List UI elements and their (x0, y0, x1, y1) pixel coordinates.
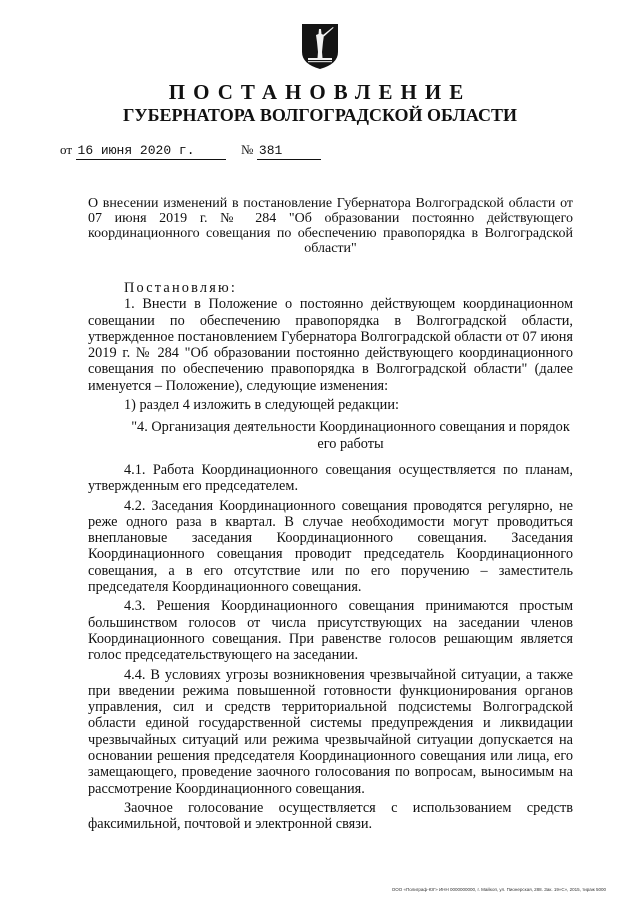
date-prefix: от (60, 142, 73, 157)
section-heading: "4. Организация деятельности Координационного совещания и порядок его работы (131, 419, 570, 452)
paragraph-1: 1. Внести в Положение о постоянно действующем координационном совещании по обеспечению правопорядка в Волгоградской области, утвержденное постановлением Губернатора Волгоградской области от 07 июня 2019 г. № 284 "Об образовании постоянно действующего координационного совещания по обеспечению правопорядка в Волгоградской области" (далее именуется – Положение), следующие изменения: (88, 296, 573, 394)
paragraph-4-2: 4.2. Заседания Координационного совещания проводятся регулярно, не реже одного раза в квартал. В случае необходимости могут проводиться внеплановые заседания Координационного совещания. Заседания Координационного совещания проводит председатель Координационного совещания, а в его отсутствие или по его поручению – заместитель председателя Координационного совещания. (88, 497, 573, 596)
paragraph-4-3: 4.3. Решения Координационного совещания принимаются простым большинством голосов от числа присутствующих на заседании членов Координационного совещания. При равенстве голосов решающим является голос председательствующего на заседании. (88, 598, 573, 664)
document-issuer: ГУБЕРНАТОРА ВОЛГОГРАДСКОЙ ОБЛАСТИ (122, 105, 518, 125)
print-info: ООО «Полиграф-ЮГ» ИНН 0000000000, г. Майкоп, ул. Пионерская, 288. Зак. 19»C», 2015, тираж 5000 (391, 887, 606, 892)
document-date: 16 июня 2020 г. (76, 143, 226, 160)
paragraph-4-5: Заочное голосование осуществляется с использованием средств факсимильной, почтовой и электронной связи. (88, 799, 573, 833)
paragraph-4-4: 4.4. В условиях угрозы возникновения чрезвычайной ситуации, а также при введении режима повышенной готовности функционирования органов управления, сил и средств территориальной подсистемы Волгоградской области единой государственной системы предупреждения и ликвидации чрезвычайных ситуаций или режима чрезвычайной ситуации допускается на основании решения председателя Координационного совещания или лица, его замещающего, проведение заочного голосования по вопросам, выносимым на рассмотрение Координационного совещания. (88, 666, 573, 797)
document-meta (60, 141, 321, 160)
paragraph-1-1: 1) раздел 4 изложить в следующей редакции: (124, 397, 399, 414)
paragraph-4-1: 4.1. Работа Координационного совещания осуществляется по планам, утвержденным его председателем. (88, 461, 573, 495)
document-number: 381 (257, 143, 321, 160)
document-body (88, 280, 573, 833)
number-prefix: № (241, 142, 254, 157)
document-title: ПОСТАНОВЛЕНИЕ (168, 80, 472, 104)
volgograd-emblem-icon (300, 22, 340, 70)
document-subject: О внесении изменений в постановление Губернатора Волгоградской области от 07 июня 2019 г. № 284 "Об образовании постоянно действующего координационного совещания по обеспечению правопорядка в Волгоградской области" (88, 196, 573, 256)
decree-word: Постановляю: (124, 280, 238, 296)
